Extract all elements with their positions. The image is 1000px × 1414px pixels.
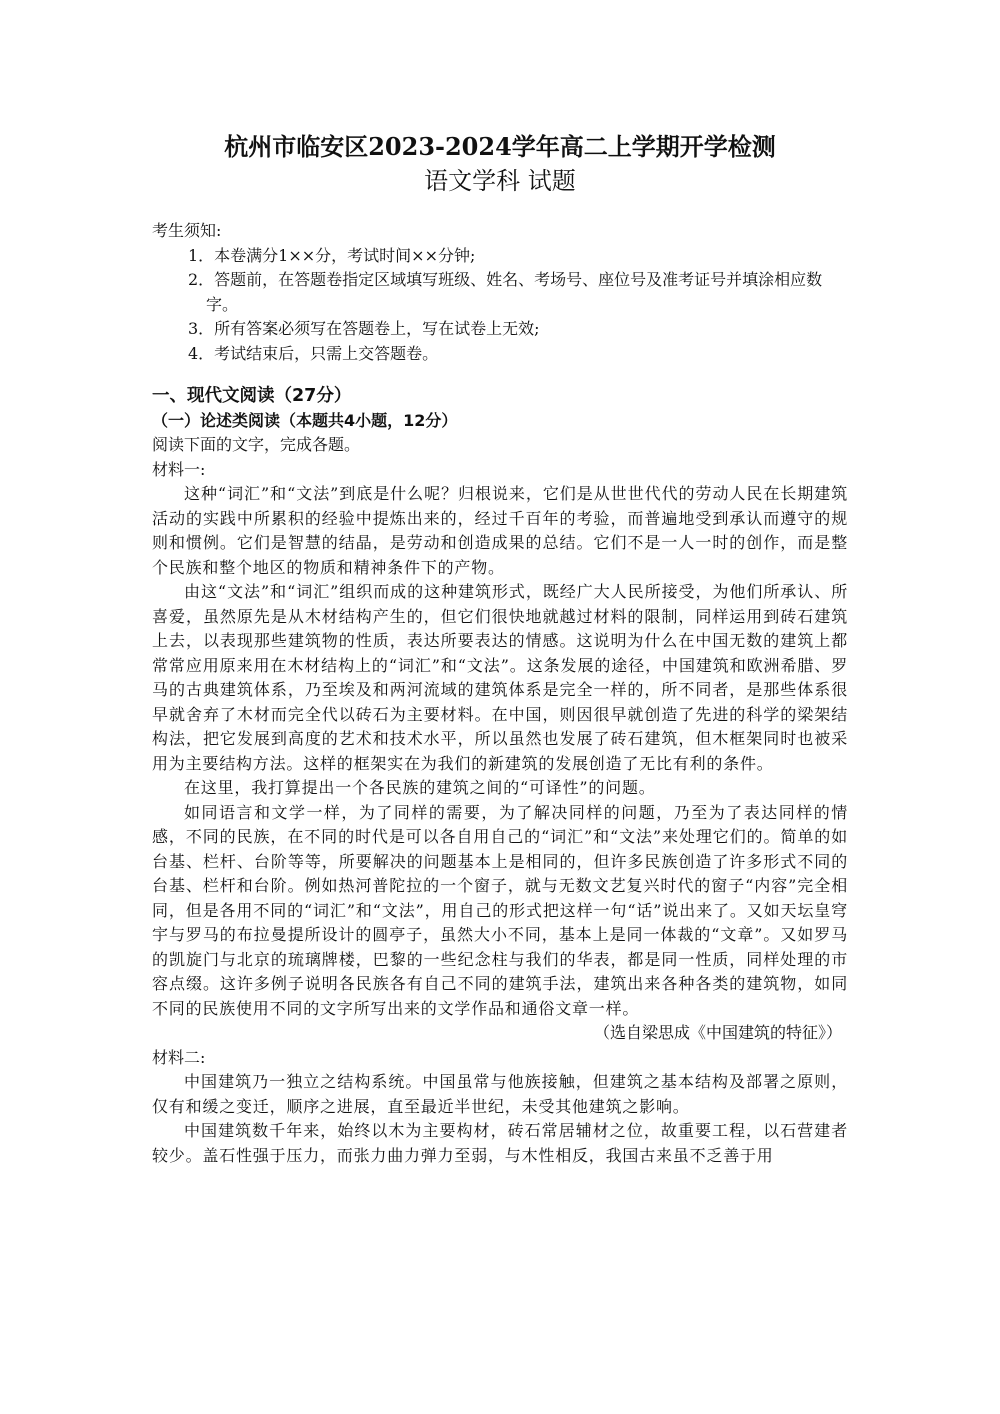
paragraph: 这种“词汇”和“文法”到底是什么呢？归根说来，它们是从世世代代的劳动人民在长期建筑活动的实践中所累积的经验中提炼出来的，经过千百年的考验，而普遍地受到承认而遵守的规则和惯例。它们是智慧的结晶，是劳动和创造成果的总结。它们不是一人一时的创作，而是整个民族和整个地区的物质和精神条件下的产物。 [152,484,848,577]
notice-item-3: 3．所有答案必须写在答题卷上，写在试卷上无效; [188,319,540,338]
paragraph: 中国建筑乃一独立之结构系统。中国虽常与他族接触，但建筑之基本结构及部署之原则，仅有和缓之变迁，顺序之进展，直至最近半世纪，未受其他建筑之影响。 [152,1072,848,1116]
paragraph: 如同语言和文学一样，为了同样的需要，为了解决同样的问题，乃至为了表达同样的情感，不同的民族，在不同的时代是可以各自用自己的“词汇”和“文法”来处理它们的。简单的如台基、栏杆、台阶等等，所要解决的问题基本上是相同的，但许多民族创造了许多形式不同的台基、栏杆和台阶。例如热河普陀拉的一个窗子，就与无数文艺复兴时代的窗子“内容”完全相同，但是各用不同的“词汇”和“文法”，用自己的形式把这样一句“话”说出来了。又如天坛皇穹宇与罗马的布拉曼提所设计的圆亭子，虽然大小不同，基本上是同一体裁的“文章”。又如罗马的凯旋门与北京的琉璃牌楼，巴黎的一些纪念柱与我们的华表，都是同一性质，同样处理的市容点缀。这许多例子说明各民族各有自己不同的建筑手法，建筑出来各种各类的建筑物，如同不同的民族使用不同的文字所写出来的文学作品和通俗文章一样。 [152,802,848,1018]
section-heading: 一、现代文阅读（27分） [152,386,352,406]
source-citation: （选自梁思成《中国建筑的特征》） [593,1023,842,1042]
material-label: 材料二: [152,1047,206,1067]
notice-heading: 考生须知: [152,221,222,240]
exam-body [152,219,848,1168]
exam-subtitle: 语文学科 试题 [424,167,576,195]
reading-instruction: 阅读下面的文字，完成各题。 [152,435,361,454]
paragraph: 中国建筑数千年来，始终以木为主要构材，砖石常居辅材之位，故重要工程，以石营建者较少。盖石性强于压力，而张力曲力弹力至弱，与木性相反，我国古来虽不乏善于用 [152,1121,848,1165]
paragraph: 由这“文法”和“词汇”组织而成的这种建筑形式，既经广大人民所接受，为他们所承认、所喜爱，虽然原先是从木材结构产生的，但它们很快地就越过材料的限制，同样运用到砖石建筑上去，以表现那些建筑物的性质，表达所要表达的情感。这说明为什么在中国无数的建筑上都常常应用原来用在木材结构上的“词汇”和“文法”。这条发展的途径，中国建筑和欧洲希腊、罗马的古典建筑体系，乃至埃及和两河流域的建筑体系是完全一样的，所不同者，是那些体系很早就舍弃了木材而完全代以砖石为主要材料。在中国，则因很早就创造了先进的科学的梁架结构法，把它发展到高度的艺术和技术水平，所以虽然也发展了砖石建筑，但木框架同时也被采用为主要结构方法。这样的框架实在为我们的新建筑的发展创造了无比有利的条件。 [152,582,848,773]
paragraph: 在这里，我打算提出一个各民族的建筑之间的“可译性”的问题。 [184,778,656,797]
subsection-heading: （一）论述类阅读（本题共4小题，12分） [152,411,458,430]
exam-title: 杭州市临安区2023-2024学年高二上学期开学检测 [224,132,776,161]
material-label: 材料一: [152,459,206,479]
notice-item-1: 1．本卷满分1××分，考试时间××分钟; [188,245,476,265]
notice-item-2: 2．答题前，在答题卷指定区域填写班级、姓名、考场号、座位号及准考证号并填涂相应数字。 [188,270,823,314]
notice-item-4: 4．考试结束后，只需上交答题卷。 [188,343,439,363]
